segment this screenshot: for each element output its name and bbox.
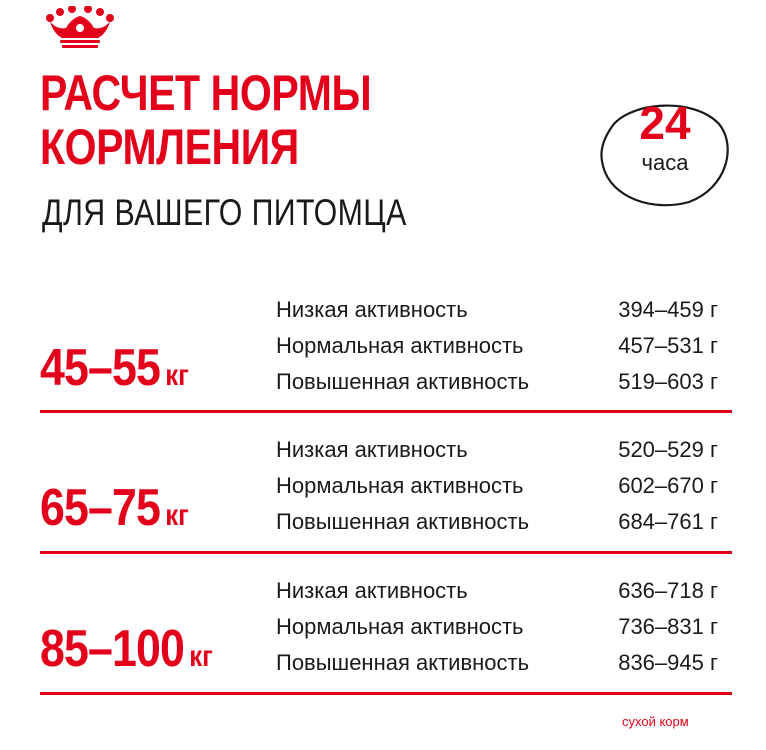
weight-range bbox=[40, 621, 213, 677]
activity-label: Нормальная активность bbox=[276, 614, 524, 639]
portion-list bbox=[276, 292, 732, 400]
activity-label: Повышенная активность bbox=[276, 369, 530, 394]
portion-row bbox=[276, 609, 732, 645]
divider bbox=[40, 551, 732, 554]
activity-label: Повышенная активность bbox=[276, 650, 530, 675]
divider bbox=[40, 692, 732, 695]
page-subtitle: ДЛЯ ВАШЕГО ПИТОМЦА bbox=[42, 192, 407, 233]
hours-badge bbox=[597, 96, 733, 208]
activity-label: Низкая активность bbox=[276, 578, 468, 603]
weight-range bbox=[40, 480, 189, 536]
badge-unit: часа bbox=[641, 150, 689, 175]
activity-label: Нормальная активность bbox=[276, 473, 524, 498]
portion-row bbox=[276, 328, 732, 364]
footnote: сухой корм bbox=[622, 714, 689, 729]
portion-row bbox=[276, 468, 732, 504]
portion-list bbox=[276, 432, 732, 540]
portion-value: 394–459 г bbox=[618, 297, 718, 322]
portion-value: 684–761 г bbox=[618, 509, 718, 534]
divider bbox=[40, 410, 732, 413]
page-title bbox=[40, 66, 371, 174]
badge-number: 24 bbox=[639, 97, 691, 149]
crown-icon bbox=[44, 6, 116, 50]
title-line-1: РАСЧЕТ НОРМЫ bbox=[40, 65, 372, 121]
weight-value: 45–55 bbox=[40, 339, 161, 397]
activity-label: Нормальная активность bbox=[276, 333, 524, 358]
title-line-2: КОРМЛЕНИЯ bbox=[40, 119, 299, 175]
portion-row bbox=[276, 292, 732, 328]
activity-label: Повышенная активность bbox=[276, 509, 530, 534]
portion-value: 636–718 г bbox=[618, 578, 718, 603]
portion-value: 602–670 г bbox=[618, 473, 718, 498]
portion-value: 519–603 г bbox=[618, 369, 718, 394]
portion-row bbox=[276, 645, 732, 681]
activity-label: Низкая активность bbox=[276, 437, 468, 462]
weight-unit: кг bbox=[165, 499, 189, 532]
weight-value: 85–100 bbox=[40, 620, 185, 678]
weight-unit: кг bbox=[165, 359, 189, 392]
portion-value: 457–531 г bbox=[618, 333, 718, 358]
portion-row bbox=[276, 364, 732, 400]
weight-unit: кг bbox=[189, 640, 213, 673]
portion-list bbox=[276, 573, 732, 681]
weight-range bbox=[40, 340, 189, 396]
portion-row bbox=[276, 432, 732, 468]
portion-value: 836–945 г bbox=[618, 650, 718, 675]
portion-value: 520–529 г bbox=[618, 437, 718, 462]
portion-row bbox=[276, 504, 732, 540]
activity-label: Низкая активность bbox=[276, 297, 468, 322]
weight-value: 65–75 bbox=[40, 479, 161, 537]
portion-value: 736–831 г bbox=[618, 614, 718, 639]
portion-row bbox=[276, 573, 732, 609]
